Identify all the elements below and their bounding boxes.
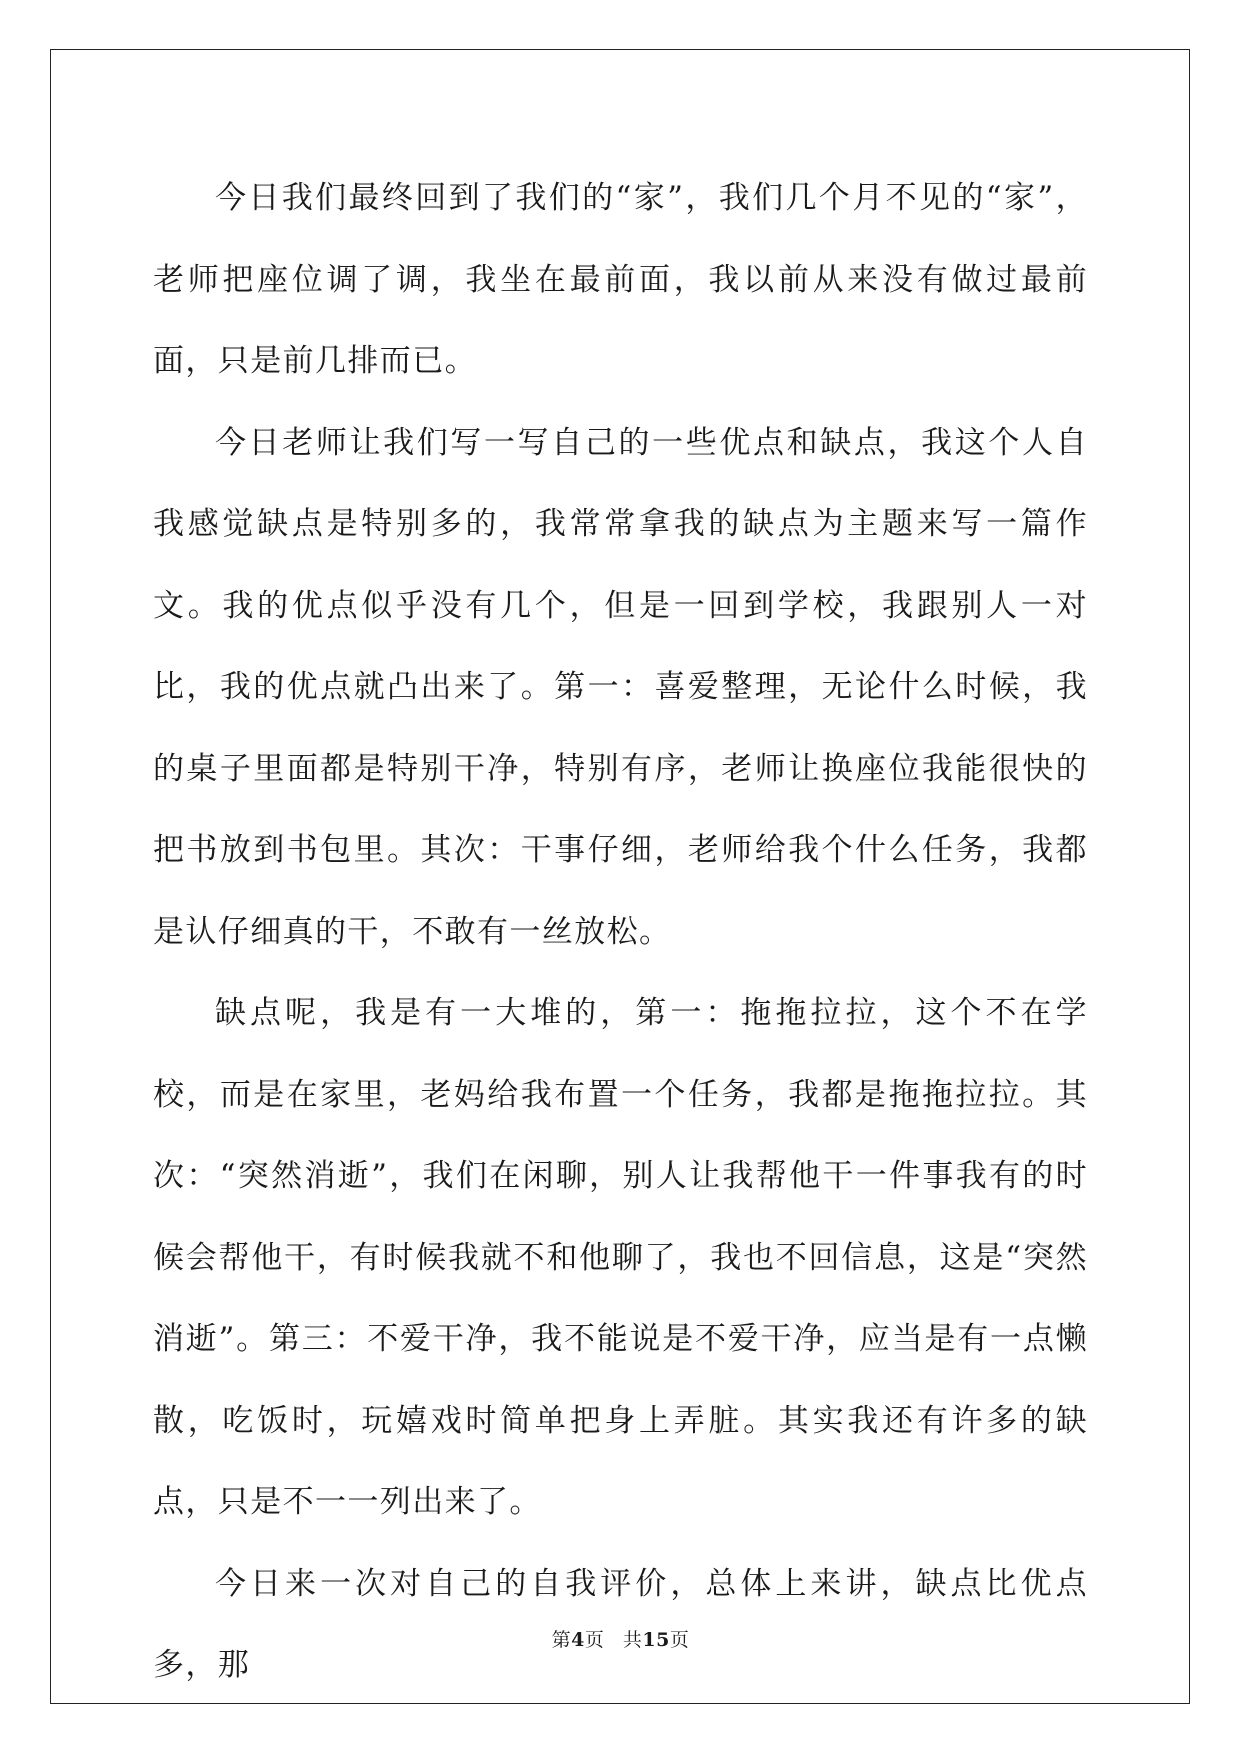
total-prefix: 共 (622, 1629, 643, 1651)
page-suffix: 页 (584, 1629, 605, 1651)
page-total: 15 (642, 1629, 670, 1651)
paragraph-2: 今日老师让我们写一写自己的一些优点和缺点，我这个人自我感觉缺点是特别多的，我常常拿我的缺点为主题来写一篇作文。我的优点似乎没有几个，但是一回到学校，我跟别人一对比，我的优点就凸出来了。第一：喜爱整理，无论什么时候，我的桌子里面都是特别干净，特别有序，老师让换座位我能很快的把书放到书包里。其次：干事仔细，老师给我个什么任务，我都是认仔细真的干，不敢有一丝放松。 (153, 424, 1088, 950)
paragraph-3: 缺点呢，我是有一大堆的，第一：拖拖拉拉，这个不在学校，而是在家里，老妈给我布置一个任务，我都是拖拖拉拉。其次：“突然消逝”，我们在闲聊，别人让我帮他干一件事我有的时候会帮他干，有时候我就不和他聊了，我也不回信息，这是“突然消逝”。第三：不爱干净，我不能说是不爱干净，应当是有一点懒散，吃饭时，玩嬉戏时简单把身上弄脏。其实我还有许多的缺点，只是不一一列出来了。 (153, 995, 1088, 1520)
document-body (153, 158, 1088, 1707)
page-number-footer (0, 1625, 1241, 1652)
page-current: 4 (571, 1629, 585, 1651)
page-prefix: 第 (551, 1629, 572, 1651)
paragraph-4: 今日来一次对自己的自我评价，总体上来讲，缺点比优点多，那 (153, 1565, 1088, 1683)
total-suffix: 页 (669, 1629, 690, 1651)
paragraph-1: 今日我们最终回到了我们的“家”，我们几个月不见的“家”，老师把座位调了调，我坐在最前面，我以前从来没有做过最前面，只是前几排而已。 (153, 180, 1088, 379)
